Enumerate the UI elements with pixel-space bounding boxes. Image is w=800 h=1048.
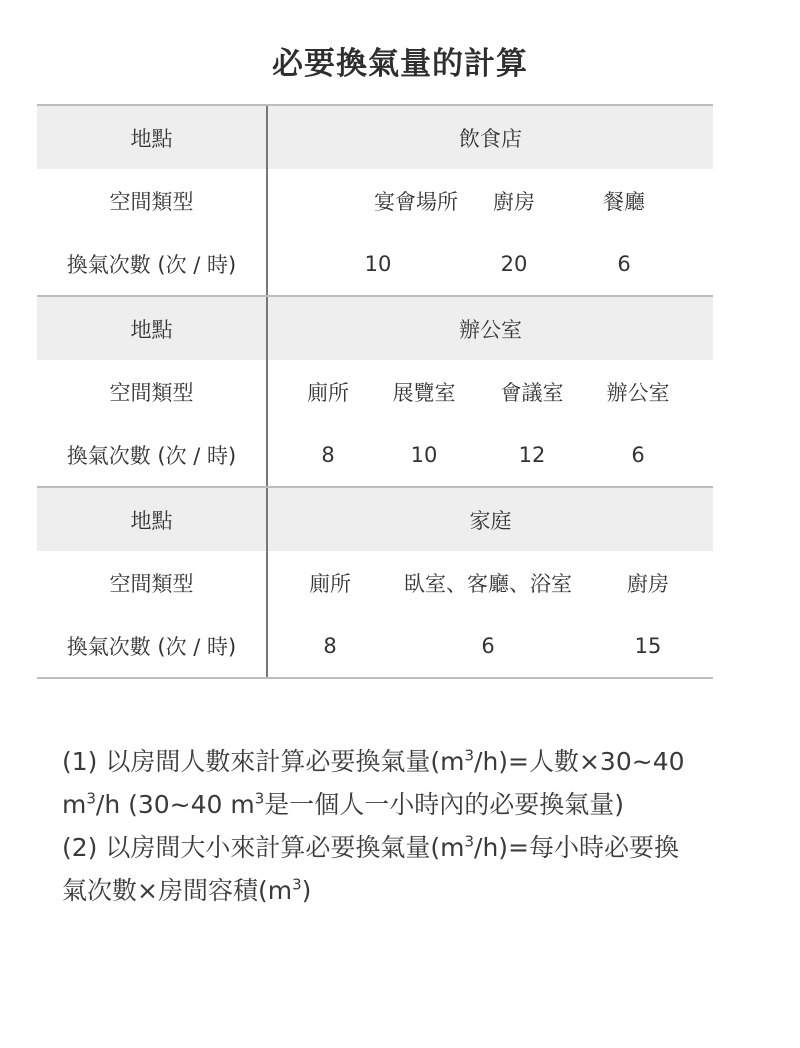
rate-cell: 12 xyxy=(518,442,546,467)
table-row-space-type xyxy=(37,360,713,423)
location-value: 家庭 xyxy=(469,508,512,533)
rate-cell: 8 xyxy=(321,442,335,467)
ventilation-table xyxy=(37,104,713,679)
label-air-changes: 換氣次數 (次 / 時) xyxy=(37,614,268,677)
rate-cell: 15 xyxy=(634,633,662,658)
space-cell: 會議室 xyxy=(500,380,564,405)
rate-cell: 10 xyxy=(364,251,392,276)
location-value: 辦公室 xyxy=(459,317,522,342)
label-space-type: 空間類型 xyxy=(37,360,268,423)
table-row-location xyxy=(37,297,713,360)
table-row-air-changes xyxy=(37,614,713,677)
table-section-home xyxy=(37,488,713,679)
label-space-type: 空間類型 xyxy=(37,169,268,232)
rate-cell: 6 xyxy=(617,251,631,276)
table-row-air-changes xyxy=(37,232,713,295)
rate-cell: 8 xyxy=(323,633,337,658)
space-cell: 廚房 xyxy=(627,571,669,596)
table-row-space-type xyxy=(37,169,713,232)
rate-cell: 20 xyxy=(500,251,528,276)
space-cell: 辦公室 xyxy=(606,380,670,405)
label-location: 地點 xyxy=(37,488,268,551)
table-row-air-changes xyxy=(37,423,713,486)
table-section-restaurant xyxy=(37,106,713,297)
rate-cell: 6 xyxy=(631,442,645,467)
table-row-space-type xyxy=(37,551,713,614)
space-cell: 餐廳 xyxy=(603,189,645,214)
rate-cell: 6 xyxy=(481,633,495,658)
space-cell: 廁所 xyxy=(309,571,351,596)
table-row-location xyxy=(37,106,713,169)
space-cell: 臥室、客廳、浴室 xyxy=(404,571,572,596)
label-air-changes: 換氣次數 (次 / 時) xyxy=(37,232,268,295)
location-value: 飲食店 xyxy=(459,126,522,151)
table-row-location xyxy=(37,488,713,551)
space-cell: 展覽室 xyxy=(392,380,456,405)
space-cell: 廁所 xyxy=(307,380,349,405)
note-1: (1) 以房間人數來計算必要換氣量$(m^3/h)=$人數×30~40 $m^3/h$ (30~40 $m^3$是一個人一小時內的必要換氣量) xyxy=(62,746,685,819)
page-title: 必要換氣量的計算 xyxy=(272,46,528,82)
rate-cell: 10 xyxy=(410,442,438,467)
notes xyxy=(62,740,702,912)
label-location: 地點 xyxy=(37,297,268,360)
space-cell: 宴會場所 xyxy=(374,189,458,214)
space-cell: 廚房 xyxy=(493,189,535,214)
label-air-changes: 換氣次數 (次 / 時) xyxy=(37,423,268,486)
label-space-type: 空間類型 xyxy=(37,551,268,614)
label-location: 地點 xyxy=(37,106,268,169)
note-2: (2) 以房間大小來計算必要換氣量$(m^3/h)=$每小時必要換氣次數×房間容積$(m^3)$ xyxy=(62,832,679,905)
table-section-office xyxy=(37,297,713,488)
